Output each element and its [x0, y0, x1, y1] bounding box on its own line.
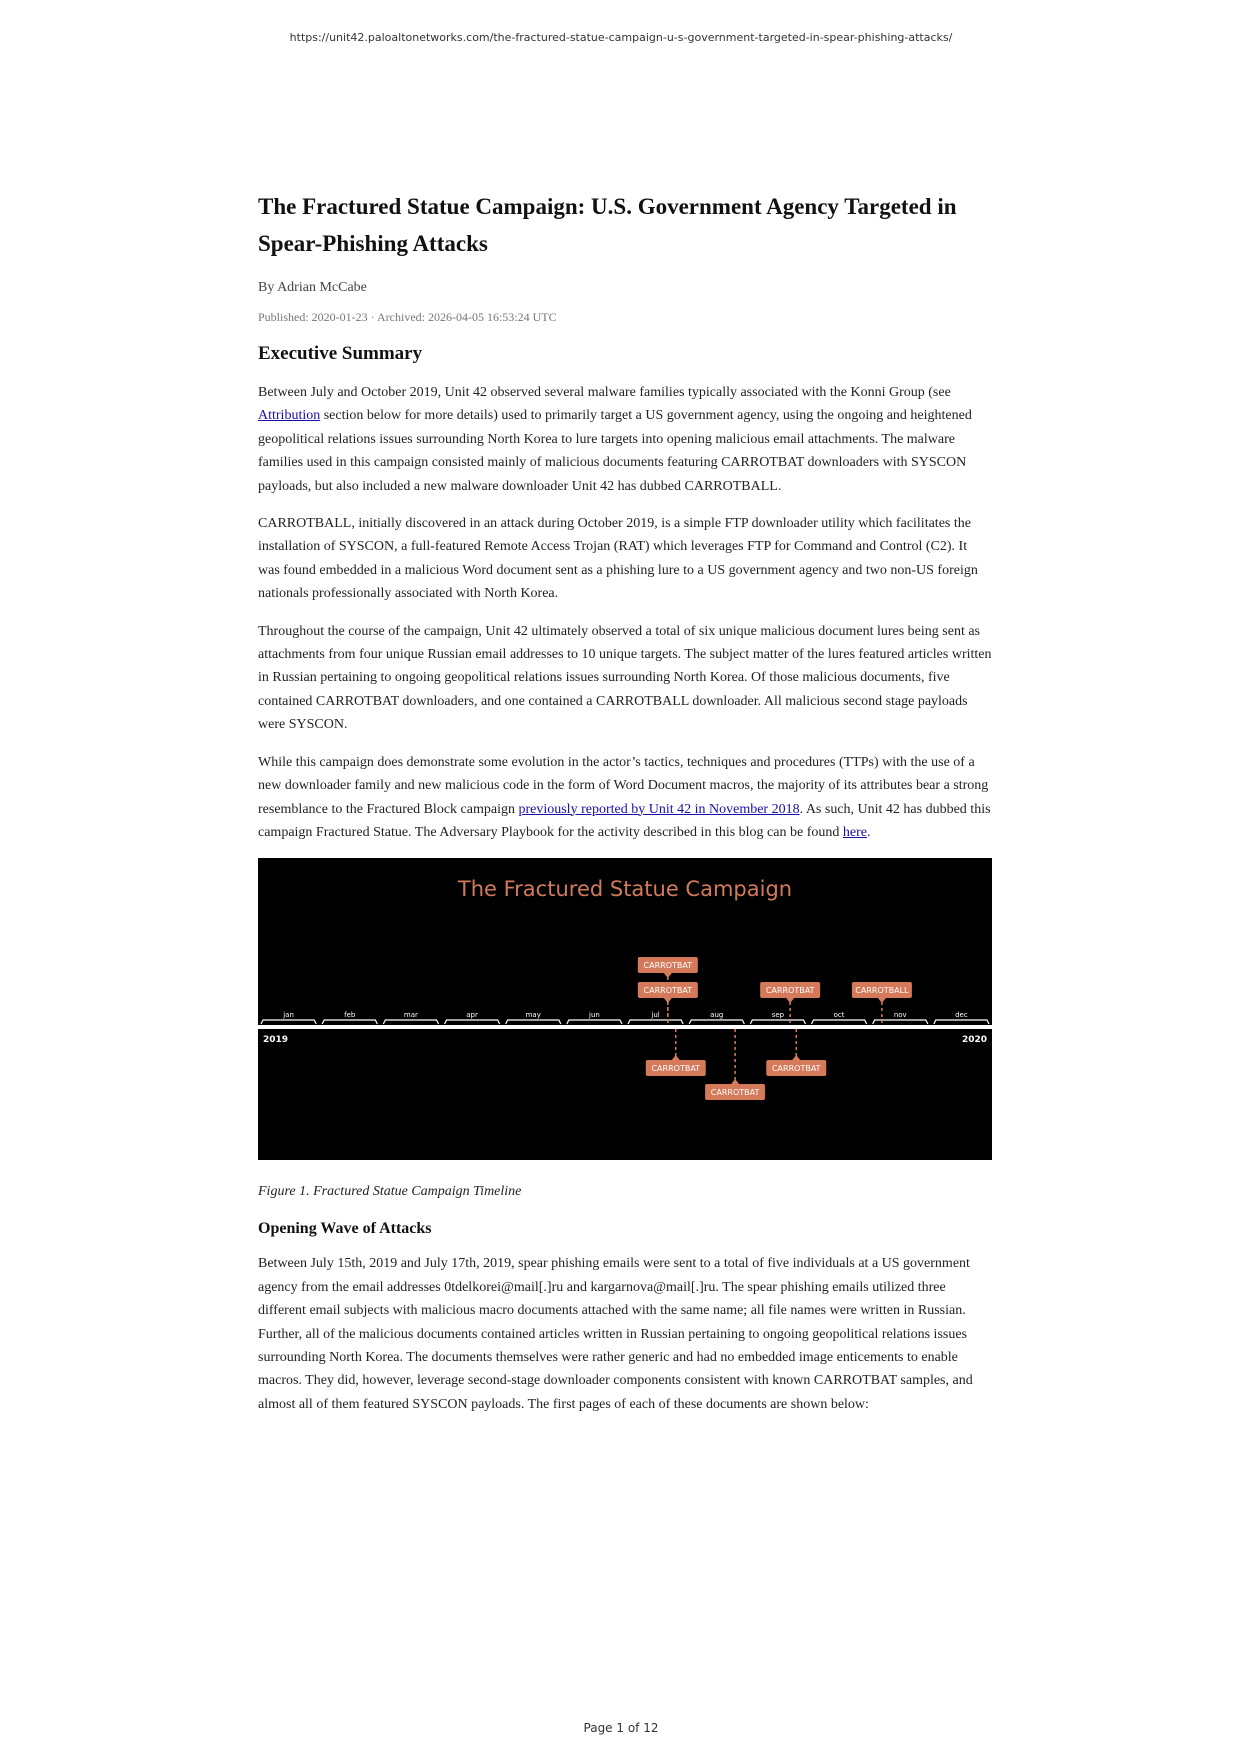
month-label-feb: feb: [344, 1011, 356, 1020]
month-bracket-may: [506, 1020, 561, 1024]
month-bracket-oct: [812, 1020, 867, 1024]
byline: By Adrian McCabe: [258, 280, 367, 295]
month-bracket-apr: [445, 1020, 500, 1024]
timeline-svg: [258, 858, 992, 1160]
year-end-label: 2020: [961, 1035, 987, 1046]
event-label-carrotbat: CARROTBAT: [771, 1064, 821, 1074]
year-start-label: 2019: [263, 1035, 289, 1046]
event-pointer: [664, 973, 672, 978]
event-label-carrotbat: CARROTBAT: [651, 1064, 701, 1074]
event-pointer: [672, 1055, 680, 1060]
event-pointer: [664, 998, 672, 1003]
month-label-apr: apr: [466, 1011, 478, 1020]
event-label-carrotbat: CARROTBAT: [643, 961, 693, 971]
previous-report-link[interactable]: previously reported by Unit 42 in November 2018: [518, 801, 800, 817]
month-bracket-aug: [689, 1020, 744, 1024]
event-pointer: [792, 1055, 800, 1060]
timeline-axis: [258, 1025, 992, 1029]
month-label-dec: dec: [955, 1011, 968, 1020]
exec-paragraph-1: Between July and October 2019, Unit 42 observed several malware families typically associated with the Konni Group (see Attribution section below for more details) used to primarily target a US government agency, using the ongoing and heightened geopolitical relations issues surrounding North Korea to lure targets into opening malicious email attachments. The malware families used in this campaign consisted mainly of malicious documents featuring CARROTBAT downloaders with SYSCON payloads, but also included a new malware downloader Unit 42 has dubbed CARROTBALL.: [258, 385, 972, 494]
month-bracket-mar: [383, 1020, 438, 1024]
month-label-may: may: [525, 1011, 541, 1020]
month-label-sep: sep: [771, 1011, 785, 1020]
article-title: The Fractured Statue Campaign: U.S. Government Agency Targeted in Spear-Phishing Attacks: [258, 194, 957, 256]
article: [258, 188, 992, 1430]
playbook-link[interactable]: here: [842, 824, 867, 840]
publish-meta: Published: 2020-01-23 · Archived: 2026-04-05 16:53:24 UTC: [258, 310, 557, 324]
figure-caption: Figure 1. Fractured Statue Campaign Timeline: [258, 1184, 522, 1200]
month-bracket-sep: [750, 1020, 805, 1024]
exec-paragraph-4: While this campaign does demonstrate some evolution in the actor’s tactics, techniques and procedures (TTPs) with the use of a new downloader family and new malicious code in the form of Word Document macros, the majority of its attributes bear a strong resemblance to the Fractured Block campaign previously reported by Unit 42 in November 2018. As such, Unit 42 has dubbed this campaign Fractured Statue. The Adversary Playbook for the activity described in this blog can be found here.: [258, 754, 991, 840]
month-bracket-jan: [261, 1020, 316, 1024]
month-bracket-jun: [567, 1020, 622, 1024]
page-footer: Page 1 of 12: [583, 1721, 659, 1735]
opening-paragraph-1: Between July 15th, 2019 and July 17th, 2019, spear phishing emails were sent to a total of five individuals at a US government agency from the email addresses 0tdelkorei@mail[.]ru and kargarnova@mail[.]ru. The spear phishing emails utilized three different email subjects with malicious macro documents attached with the same name; all file names were written in Russian. Further, all of the malicious documents contained articles written in Russian pertaining to ongoing geopolitical relations issues surrounding North Korea. The documents themselves were rather generic and had no embedded image enticements to enable macros. They did, however, leverage second-stage downloader components consistent with known CARROTBAT samples, and almost all of them featured SYSCON payloads. The first pages of each of these documents are shown below:: [258, 1256, 973, 1412]
month-label-jun: jun: [589, 1011, 600, 1020]
month-bracket-dec: [934, 1020, 989, 1024]
exec-paragraph-2: CARROTBALL, initially discovered in an attack during October 2019, is a simple FTP downloader utility which facilitates the installation of SYSCON, a full-featured Remote Access Trojan (RAT) which leverages FTP for Command and Control (C2). It was found embedded in a malicious Word document sent as a phishing lure to a US government agency and two non-US foreign nationals professionally associated with North Korea.: [258, 516, 978, 602]
timeline-title: The Fractured Statue Campaign: [457, 877, 793, 902]
month-bracket-feb: [322, 1020, 377, 1024]
attribution-link[interactable]: Attribution: [258, 408, 321, 424]
exec-paragraph-3: Throughout the course of the campaign, Unit 42 ultimately observed a total of six unique malicious document lures being sent as attachments from four unique Russian email addresses to 10 unique targets. The subject matter of the lures featured articles written in Russian pertaining to ongoing geopolitical relations issues surrounding North Korea. Of those malicious documents, five contained CARROTBAT downloaders, and one contained a CARROTBALL downloader. All malicious second stage payloads were SYSCON.: [258, 623, 992, 733]
page-url: https://unit42.paloaltonetworks.com/the-fractured-statue-campaign-u-s-government-targeted-in-spear-phishing-attacks/: [289, 31, 953, 44]
campaign-timeline-figure: [258, 858, 992, 1160]
event-pointer: [731, 1079, 739, 1084]
month-label-mar: mar: [403, 1011, 418, 1020]
event-label-carrotbat: CARROTBAT: [765, 986, 815, 996]
event-label-carrotbat: CARROTBAT: [643, 986, 693, 996]
executive-summary-heading: Executive Summary: [258, 343, 423, 364]
event-label-carrotbat: CARROTBAT: [710, 1088, 760, 1098]
month-label-jan: jan: [283, 1011, 294, 1020]
opening-wave-heading: Opening Wave of Attacks: [258, 1220, 432, 1238]
event-pointer: [878, 998, 886, 1003]
month-bracket-nov: [873, 1020, 928, 1024]
month-label-aug: aug: [710, 1011, 724, 1020]
month-label-oct: oct: [833, 1011, 845, 1020]
event-label-carrotball: CARROTBALL: [855, 986, 909, 996]
month-label-nov: nov: [893, 1011, 907, 1020]
month-bracket-jul: [628, 1020, 683, 1024]
month-label-jul: jul: [651, 1011, 660, 1020]
event-pointer: [786, 998, 794, 1003]
